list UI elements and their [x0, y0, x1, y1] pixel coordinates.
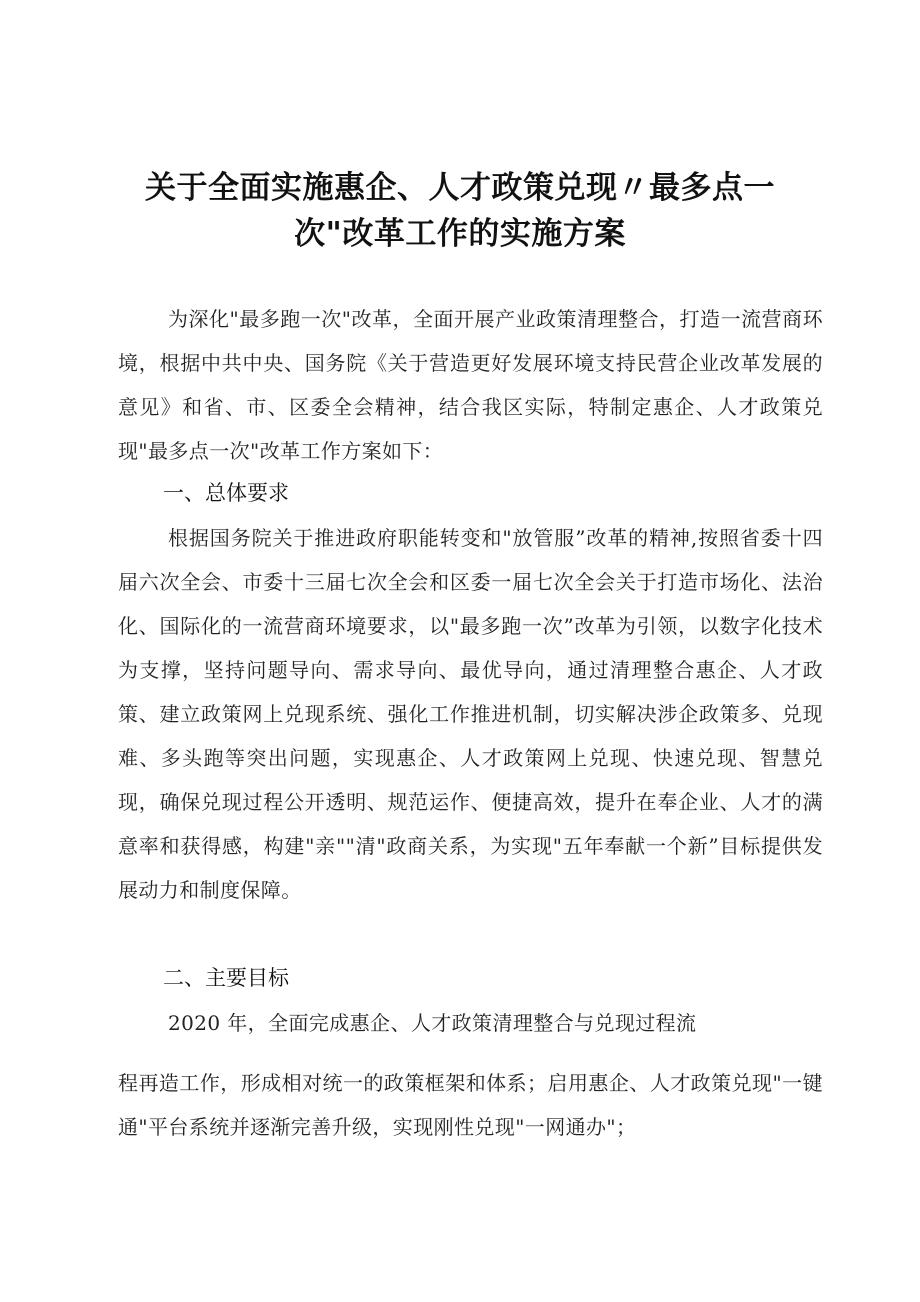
- section-1-heading: 一、总体要求: [163, 481, 289, 505]
- title-line-1: 关于全面实施惠企、人才政策兑现〃最多点一: [145, 170, 775, 206]
- section-1-paragraph: 根据国务院关于推进政府职能转变和"放管服”改革的精神,按照省委十四届六次全会、市委十三届七次全会和区委一届七次全会关于打造市场化、法治化、国际化的一流营商环境要求，以"最多跑一次”改革为引领，以数字化技术为支撑，坚持问题导向、需求导向、最优导向，通过清理整合惠企、人才政策、建立政策网上兑现系统、强化工作推进机制，切实解决涉企政策多、兑现难、多头跑等突出问题，实现惠企、人才政策网上兑现、快速兑现、智慧兑现，确保兑现过程公开透明、规范运作、便捷高效，提升在奉企业、人才的满意率和获得感，构建"亲""清"政商关系，为实现"五年奉献一个新”目标提供发展动力和制度保障。: [118, 526, 823, 902]
- document-title: [100, 165, 820, 257]
- section-2-heading: 二、主要目标: [163, 966, 289, 990]
- title-line-2: 次"改革工作的实施方案: [294, 216, 626, 252]
- section-2-paragraph-continued: 程再造工作，形成相对统一的政策框架和体系；启用惠企、人才政策兑现"一键通"平台系统并逐渐完善升级，实现刚性兑现"一网通办"；: [118, 1071, 823, 1139]
- section-2-paragraph-start: 2020 年，全面完成惠企、人才政策清理整合与兑现过程流: [168, 1011, 697, 1035]
- intro-paragraph: 为深化"最多跑一次"改革，全面开展产业政策清理整合，打造一流营商环境，根据中共中央、国务院《关于营造更好发展环境支持民营企业改革发展的意见》和省、市、区委全会精神，结合我区实际，特制定惠企、人才政策兑现"最多点一次"改革工作方案如下：: [118, 307, 823, 463]
